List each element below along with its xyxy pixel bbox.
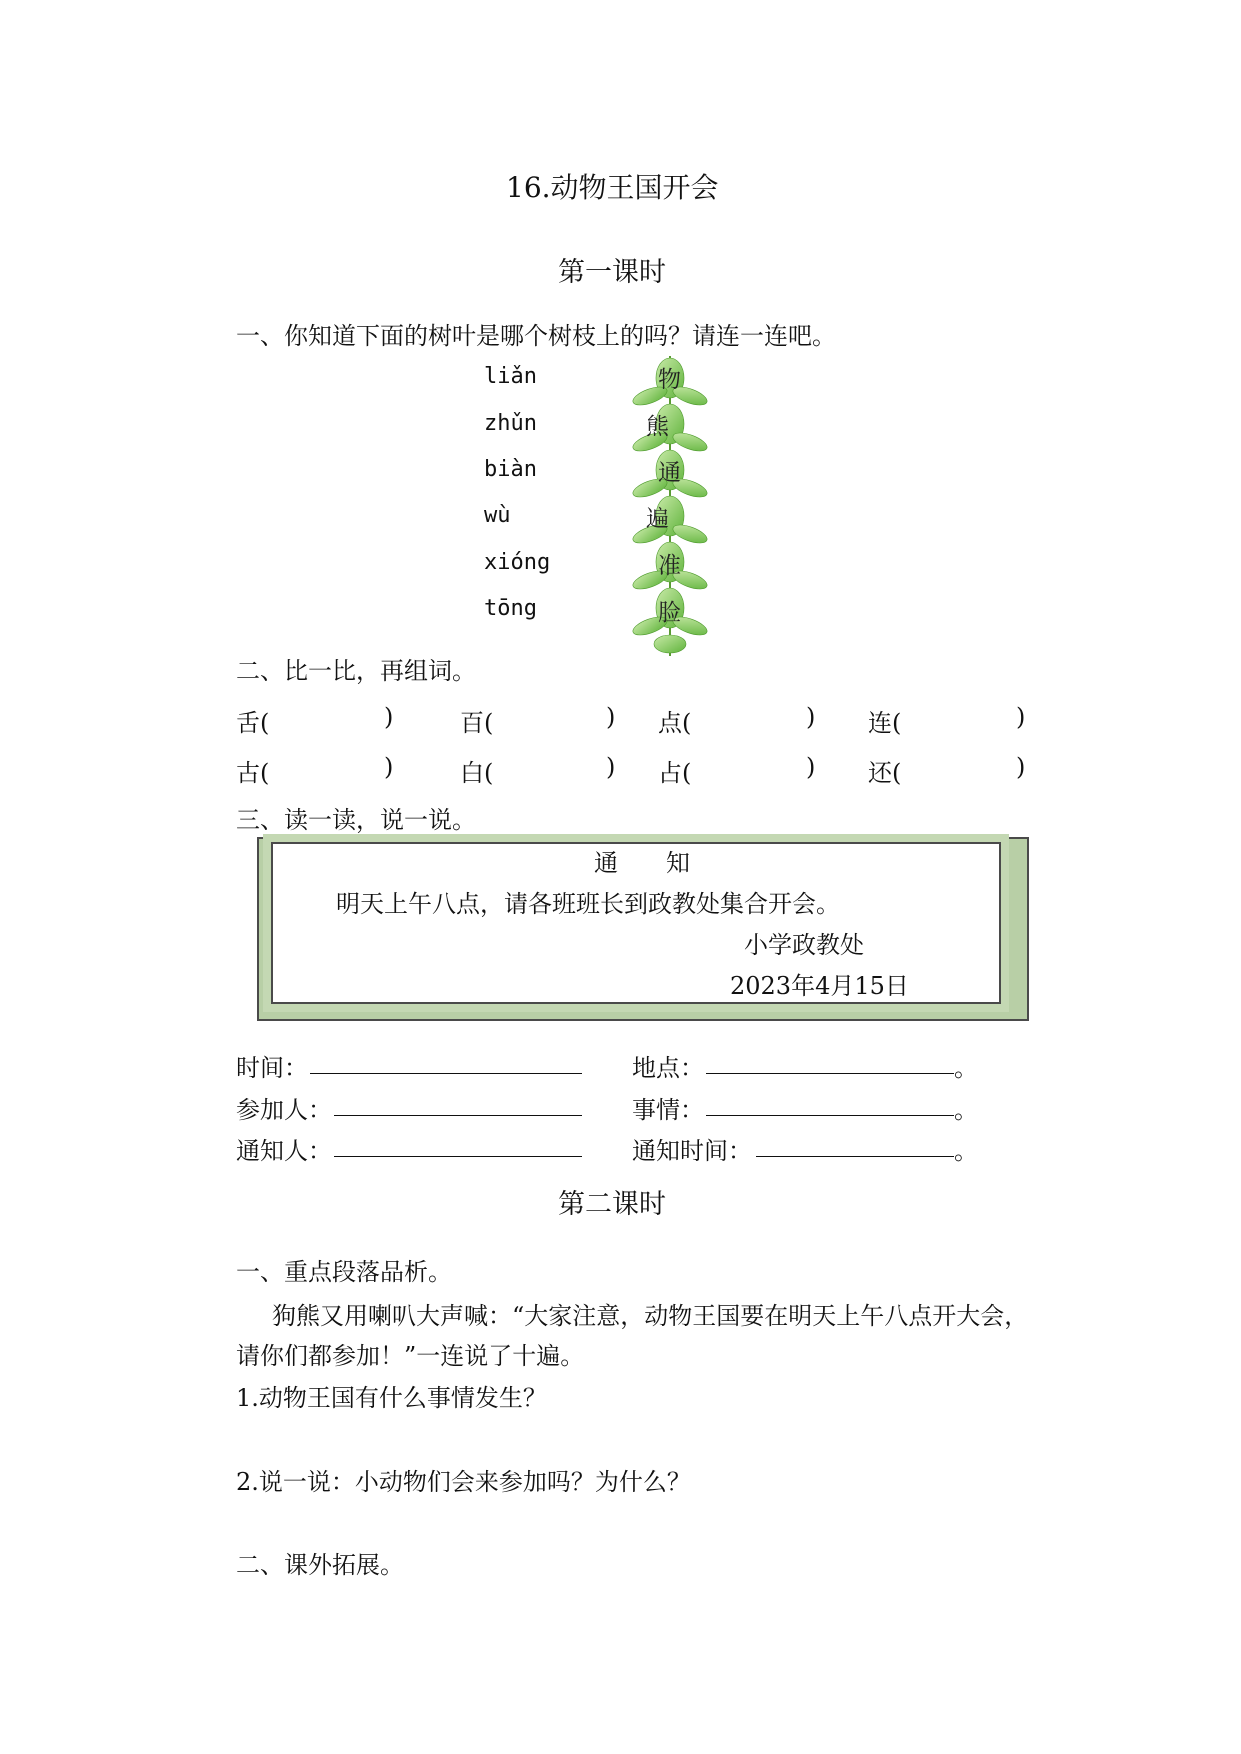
word-blank-close: ): [806, 703, 816, 731]
word-blank-open: 点(: [658, 709, 692, 737]
field-notify-time-label: 通知时间：: [632, 1137, 752, 1165]
field-participants-label: 参加人：: [236, 1096, 332, 1124]
word-blank-open: 还(: [868, 759, 902, 787]
word-blank-close: ): [1016, 703, 1026, 731]
notice-body: 明天上午八点，请各班班长到政教处集合开会。: [336, 890, 840, 918]
leaf-char: 遍: [646, 506, 669, 532]
word-blank-open: 舌(: [236, 709, 270, 737]
leaf-char: 通: [658, 460, 681, 486]
word-blank-open: 百(: [460, 709, 494, 737]
q3-prompt: 三、读一读，说一说。: [236, 806, 476, 834]
l2-q1-prompt: 一、重点段落品析。: [236, 1258, 452, 1286]
field-matter-label: 事情：: [632, 1096, 704, 1124]
field-time-label: 时间：: [236, 1054, 308, 1082]
word-blank-open: 占(: [658, 759, 692, 787]
word-blank-open: 白(: [460, 759, 494, 787]
field-notify-time-blank[interactable]: [756, 1156, 954, 1157]
field-notifier-label: 通知人：: [236, 1137, 332, 1165]
notice-title: 通 知: [594, 849, 690, 877]
field-place-label: 地点：: [632, 1054, 704, 1082]
pinyin-item: liǎn: [484, 364, 537, 389]
sub-question-1: 1.动物王国有什么事情发生？: [236, 1384, 547, 1412]
word-blank-close: ): [606, 703, 616, 731]
lesson2-heading: 第二课时: [558, 1189, 666, 1220]
pinyin-item: xióng: [484, 550, 551, 575]
field-period: 。: [954, 1137, 978, 1165]
word-blank-close: ): [1016, 753, 1026, 781]
word-blank-open: 连(: [868, 709, 902, 737]
passage-line: 请你们都参加！”一连说了十遍。: [236, 1342, 585, 1370]
leaf-char: 熊: [646, 414, 669, 440]
pinyin-item: tōng: [484, 596, 537, 621]
field-place-blank[interactable]: [706, 1073, 954, 1074]
field-period: 。: [954, 1096, 978, 1124]
word-blank-close: ): [806, 753, 816, 781]
word-blank-close: ): [384, 753, 394, 781]
q1-prompt: 一、你知道下面的树叶是哪个树枝上的吗？请连一连吧。: [236, 322, 836, 350]
leaf-char: 准: [658, 553, 681, 579]
pinyin-item: zhǔn: [484, 411, 537, 436]
pinyin-item: wù: [484, 503, 511, 528]
word-blank-close: ): [384, 703, 394, 731]
sub-question-2: 2.说一说：小动物们会来参加吗？为什么？: [236, 1468, 691, 1496]
lesson1-heading: 第一课时: [558, 257, 666, 288]
field-matter-blank[interactable]: [706, 1115, 954, 1116]
field-time-blank[interactable]: [310, 1073, 582, 1074]
pinyin-item: biàn: [484, 457, 537, 482]
leaf-char: 脸: [658, 600, 681, 626]
field-participants-blank[interactable]: [334, 1115, 582, 1116]
page-title: 16.动物王国开会: [506, 171, 719, 204]
passage-line: 狗熊又用喇叭大声喊：“大家注意，动物王国要在明天上午八点开大会，: [272, 1302, 1029, 1330]
word-blank-open: 古(: [236, 759, 270, 787]
field-notifier-blank[interactable]: [334, 1156, 582, 1157]
notice-signer: 小学政教处: [744, 931, 864, 959]
leaf-char: 物: [658, 367, 681, 393]
l2-q2-prompt: 二、课外拓展。: [236, 1551, 404, 1579]
q2-prompt: 二、比一比，再组词。: [236, 657, 476, 685]
notice-date: 2023年4月15日: [730, 972, 909, 1000]
word-blank-close: ): [606, 753, 616, 781]
field-period: 。: [954, 1054, 978, 1082]
